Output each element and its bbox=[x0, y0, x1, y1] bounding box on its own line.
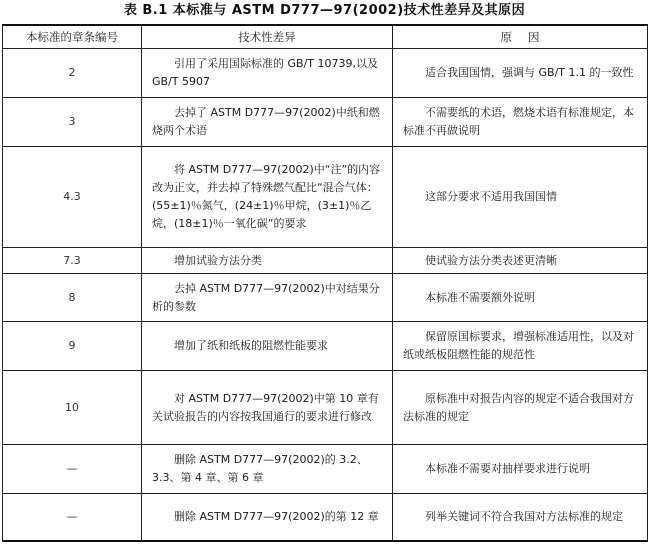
reason-text: 保留原国标要求，增强标准适用性，以及对纸或纸板阻燃性能的规范性 bbox=[403, 330, 634, 361]
clause-cell: — bbox=[3, 445, 142, 494]
clause-cell: 8 bbox=[3, 274, 142, 322]
reason-cell bbox=[393, 248, 648, 274]
reason-cell bbox=[393, 147, 648, 248]
difference-cell bbox=[142, 445, 393, 494]
reason-cell bbox=[393, 98, 648, 147]
reason-text: 适合我国国情，强调与 GB/T 1.1 的一致性 bbox=[425, 66, 634, 79]
reason-text: 本标准不需要额外说明 bbox=[425, 290, 535, 304]
reason-text: 使试验方法分类表述更清晰 bbox=[425, 253, 557, 267]
header-clause: 本标准的章条编号 bbox=[3, 25, 142, 49]
difference-cell bbox=[142, 371, 393, 445]
difference-cell bbox=[142, 98, 393, 147]
reason-text: 本标准不需要对抽样要求进行说明 bbox=[425, 462, 590, 475]
difference-text: 去掉了 ASTM D777—97(2002)中纸和燃烧两个术语 bbox=[152, 106, 380, 137]
difference-text: 将 ASTM D777—97(2002)中“注”的内容改为正文，并去掉了特殊燃气配比“混合气体：(55±1)％氮气，(24±1)％甲烷，(3±1)％乙烷，(18±1)％一氧化碳”的要求 bbox=[152, 163, 381, 230]
reason-text: 这部分要求不适用我国国情 bbox=[425, 190, 557, 203]
reason-cell bbox=[393, 371, 648, 445]
table-row bbox=[3, 371, 648, 445]
comparison-table bbox=[2, 24, 648, 542]
table-row bbox=[3, 322, 648, 371]
clause-cell: 3 bbox=[3, 98, 142, 147]
clause-cell: 2 bbox=[3, 49, 142, 98]
clause-cell: 7.3 bbox=[3, 248, 142, 274]
clause-cell: 10 bbox=[3, 371, 142, 445]
clause-cell: — bbox=[3, 494, 142, 541]
difference-text: 删除 ASTM D777—97(2002)的第 12 章 bbox=[174, 509, 379, 523]
difference-cell bbox=[142, 147, 393, 248]
difference-text: 对 ASTM D777—97(2002)中第 10 章有关试验报告的内容按我国通行的要求进行修改 bbox=[152, 391, 379, 423]
table-row bbox=[3, 147, 648, 248]
reason-cell bbox=[393, 322, 648, 371]
reason-text: 原标准中对报告内容的规定不适合我国对方法标准的规定 bbox=[403, 391, 634, 423]
header-reason: 原因 bbox=[393, 25, 648, 49]
reason-text: 列举关键词不符合我国对方法标准的规定 bbox=[425, 509, 623, 523]
difference-cell bbox=[142, 322, 393, 371]
reason-cell bbox=[393, 445, 648, 494]
difference-cell bbox=[142, 248, 393, 274]
table-row bbox=[3, 98, 648, 147]
difference-text: 引用了采用国际标准的 GB/T 10739,以及 GB/T 5907 bbox=[152, 57, 378, 88]
table-header-row bbox=[3, 25, 648, 49]
difference-text: 增加试验方法分类 bbox=[174, 253, 262, 267]
difference-text: 删除 ASTM D777—97(2002)的 3.2、3.3、第 4 章、第 6 章 bbox=[152, 453, 368, 484]
table-row bbox=[3, 274, 648, 322]
clause-cell: 4.3 bbox=[3, 147, 142, 248]
table-row bbox=[3, 445, 648, 494]
difference-cell bbox=[142, 274, 393, 322]
clause-cell: 9 bbox=[3, 322, 142, 371]
difference-text: 去掉 ASTM D777—97(2002)中对结果分析的参数 bbox=[152, 281, 380, 313]
reason-text: 不需要纸的术语，燃烧术语有标准规定，本标准不再做说明 bbox=[403, 106, 634, 137]
reason-cell bbox=[393, 494, 648, 541]
table-row bbox=[3, 49, 648, 98]
header-difference: 技术性差异 bbox=[142, 25, 393, 49]
difference-cell bbox=[142, 494, 393, 541]
difference-text: 增加了纸和纸板的阻燃性能要求 bbox=[174, 339, 328, 352]
table-row bbox=[3, 494, 648, 541]
difference-cell bbox=[142, 49, 393, 98]
table-title: 表 B.1 本标准与 ASTM D777—97(2002)技术性差异及其原因 bbox=[123, 3, 526, 18]
reason-cell bbox=[393, 274, 648, 322]
table-row bbox=[3, 248, 648, 274]
reason-cell bbox=[393, 49, 648, 98]
